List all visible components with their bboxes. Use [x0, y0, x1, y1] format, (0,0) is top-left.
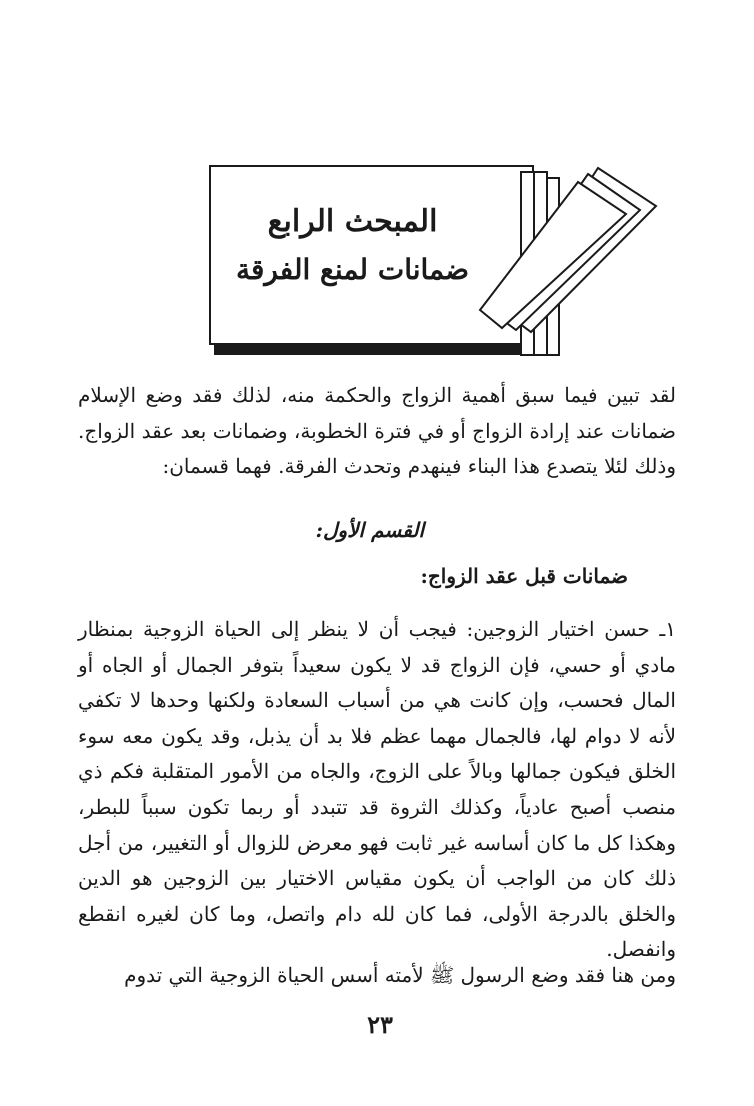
section-title	[215, 200, 490, 292]
intro-paragraph: لقد تبين فيما سبق أهمية الزواج والحكمة منه، لذلك فقد وضع الإسلام ضمانات عند إرادة الزواج أو في فترة الخطوبة، وضمانات بعد عقد الزواج. وذلك لئلا يتصدع هذا البناء فينهدم وتحدث الفرقة. فهما قسمان:	[78, 383, 676, 479]
page-number: ٢٣	[367, 1010, 393, 1039]
paragraph-2: ومن هنا فقد وضع الرسول ﷺ لأمته أسس الحياة الزوجية التي تدوم	[124, 963, 676, 987]
paragraph-1: ١ـ حسن اختيار الزوجين: فيجب أن لا ينظر إلى الحياة الزوجية بمنظار مادي أو حسي، فإن الزواج قد لا يكون سعيداً بتوفر الجمال أو الجاه أو المال فحسب، وإن كانت هي من أسباب السعادة ولكنها وحدها لا تكفي لأنه لا دوام لها، فالجمال مهما عظم فلا بد أن يذبل، وقد يكون معه سوء الخلق فيكون جمالها وبالاً على الزوج، والجاه من الأمور المتقلبة فكم ذي منصب أصبح عادياً، وكذلك الثروة قد تتبدد أو ربما تكون سبباً للبطر، وهكذا كل ما كان أساسه غير ثابت فهو معرض للزوال أو التغيير، من أجل ذلك كان من الواجب أن يكون مقياس الاختيار بين الزوجين هو الدين والخلق بالدرجة الأولى، فما كان لله دام واتصل، وما كان لغيره انقطع وانفصل.	[78, 617, 676, 962]
section-heading: القسم الأول:	[315, 518, 424, 542]
sub-heading: ضمانات قبل عقد الزواج:	[420, 564, 628, 588]
title-line-1: المبحث الرابع	[267, 204, 438, 239]
title-line-2: ضمانات لمنع الفرقة	[235, 253, 470, 286]
